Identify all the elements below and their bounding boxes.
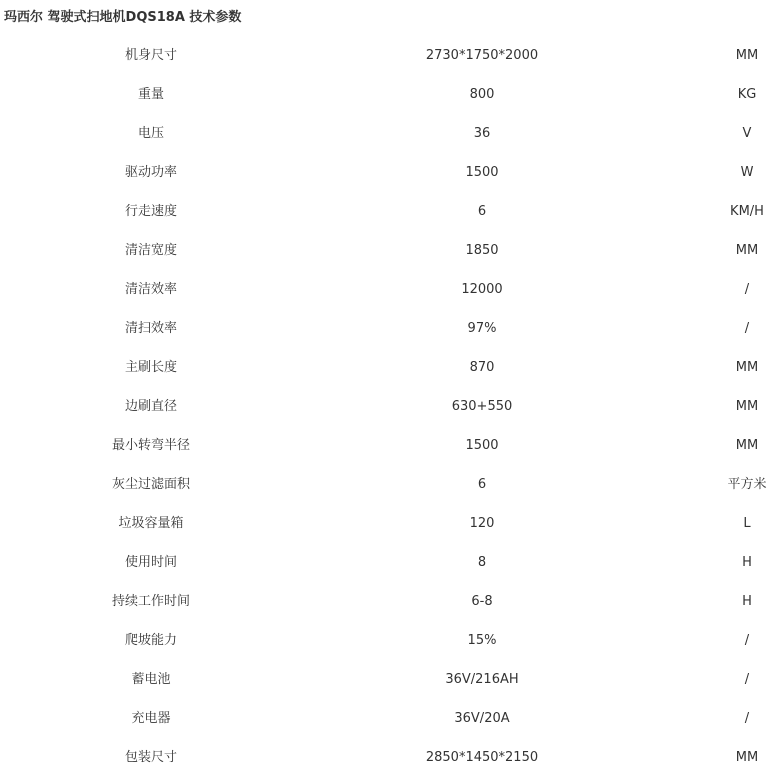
spec-unit: MM xyxy=(735,750,759,765)
spec-row xyxy=(0,192,778,231)
spec-unit: H xyxy=(742,555,752,570)
spec-name: 清洁宽度 xyxy=(124,243,177,258)
spec-row xyxy=(0,114,778,153)
spec-row xyxy=(0,699,778,738)
spec-unit: / xyxy=(744,633,750,648)
spec-value: 6 xyxy=(477,204,487,219)
spec-name: 边刷直径 xyxy=(124,399,177,414)
spec-value: 6-8 xyxy=(471,594,493,609)
spec-unit: 平方米 xyxy=(727,477,767,492)
spec-name: 使用时间 xyxy=(124,555,177,570)
spec-value: 2730*1750*2000 xyxy=(425,48,539,63)
spec-name: 清洁效率 xyxy=(124,282,177,297)
spec-row xyxy=(0,231,778,270)
spec-unit: MM xyxy=(735,360,759,375)
spec-unit: MM xyxy=(735,48,759,63)
spec-row xyxy=(0,36,778,75)
spec-name: 电压 xyxy=(137,126,164,141)
spec-row xyxy=(0,75,778,114)
spec-value: 120 xyxy=(469,516,495,531)
spec-unit: / xyxy=(744,711,750,726)
spec-row xyxy=(0,309,778,348)
spec-unit: MM xyxy=(735,438,759,453)
spec-value: 97% xyxy=(467,321,497,336)
spec-value: 870 xyxy=(469,360,495,375)
spec-value: 36V/20A xyxy=(454,711,510,726)
spec-name: 行走速度 xyxy=(124,204,177,219)
spec-row xyxy=(0,387,778,426)
spec-name: 充电器 xyxy=(131,711,171,726)
spec-unit: / xyxy=(744,321,750,336)
spec-unit: W xyxy=(740,165,754,180)
spec-name: 包装尺寸 xyxy=(124,750,177,765)
spec-row xyxy=(0,348,778,387)
spec-unit: / xyxy=(744,672,750,687)
spec-row xyxy=(0,465,778,504)
spec-name: 清扫效率 xyxy=(124,321,177,336)
spec-name: 持续工作时间 xyxy=(111,594,190,609)
spec-row xyxy=(0,660,778,699)
spec-value: 6 xyxy=(477,477,487,492)
spec-unit: V xyxy=(742,126,752,141)
spec-value: 8 xyxy=(477,555,487,570)
spec-value: 1500 xyxy=(465,165,499,180)
spec-value: 12000 xyxy=(461,282,503,297)
spec-table xyxy=(0,36,778,777)
spec-unit: MM xyxy=(735,243,759,258)
spec-name: 垃圾容量箱 xyxy=(118,516,184,531)
spec-row xyxy=(0,582,778,621)
spec-name: 驱动功率 xyxy=(124,165,177,180)
page-title: 玛西尔 驾驶式扫地机DQS18A 技术参数 xyxy=(4,10,242,25)
spec-unit: KG xyxy=(737,87,757,102)
spec-name: 爬坡能力 xyxy=(124,633,177,648)
spec-unit: MM xyxy=(735,399,759,414)
spec-row xyxy=(0,270,778,309)
spec-unit: H xyxy=(742,594,752,609)
spec-value: 1500 xyxy=(465,438,499,453)
spec-row xyxy=(0,543,778,582)
spec-row xyxy=(0,504,778,543)
spec-name: 最小转弯半径 xyxy=(111,438,190,453)
spec-value: 15% xyxy=(467,633,497,648)
spec-unit: / xyxy=(744,282,750,297)
spec-name: 重量 xyxy=(137,87,164,102)
spec-value: 630+550 xyxy=(451,399,513,414)
spec-name: 灰尘过滤面积 xyxy=(111,477,190,492)
spec-value: 800 xyxy=(469,87,495,102)
spec-value: 1850 xyxy=(465,243,499,258)
spec-name: 机身尺寸 xyxy=(124,48,177,63)
spec-row xyxy=(0,738,778,777)
spec-row xyxy=(0,426,778,465)
spec-name: 主刷长度 xyxy=(124,360,177,375)
spec-unit: L xyxy=(743,516,751,531)
spec-value: 36V/216AH xyxy=(445,672,519,687)
spec-row xyxy=(0,153,778,192)
spec-unit: KM/H xyxy=(730,204,764,219)
spec-name: 蓄电池 xyxy=(131,672,171,687)
spec-row xyxy=(0,621,778,660)
spec-value: 36 xyxy=(473,126,491,141)
spec-value: 2850*1450*2150 xyxy=(425,750,539,765)
